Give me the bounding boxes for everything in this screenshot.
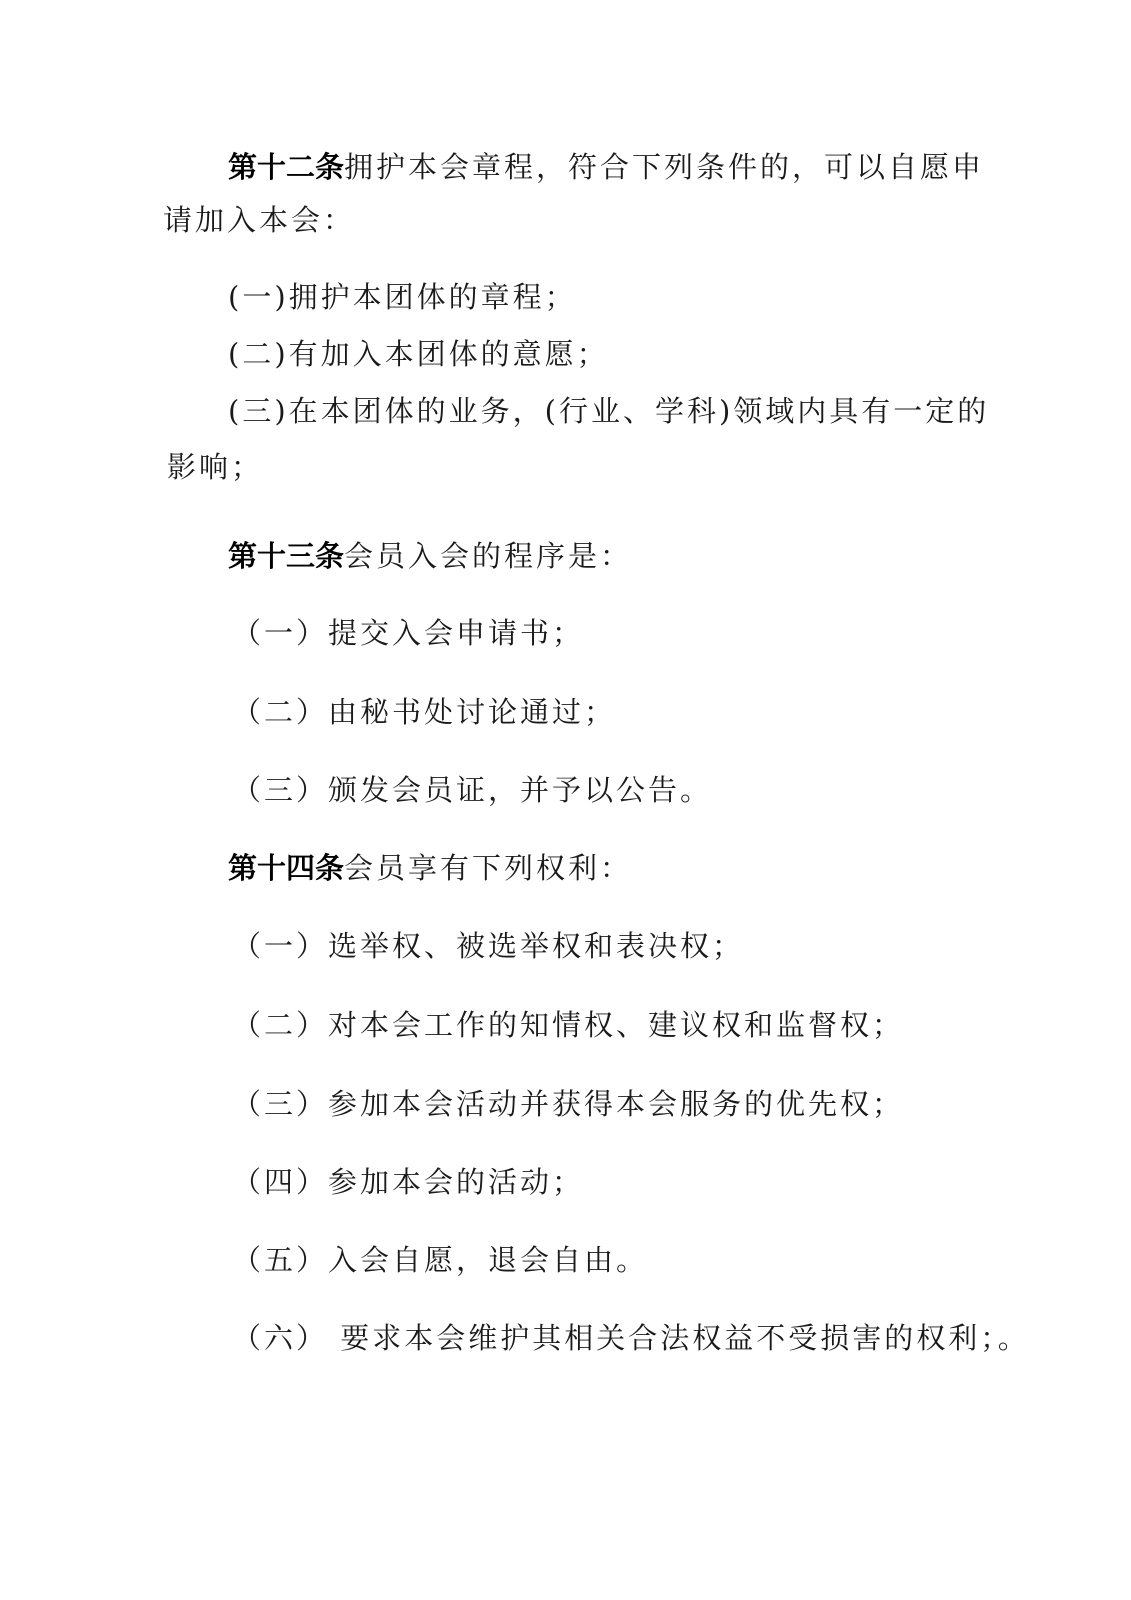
article-12-item-3: (三)在本团体的业务，(行业、学科)领域内具有一定的 — [228, 394, 990, 428]
article-13-item-1: （一）提交入会申请书； — [232, 616, 585, 650]
article-14-line — [228, 848, 632, 888]
article-14-intro: 会员享有下列权利： — [344, 851, 633, 885]
article-13-line — [228, 536, 632, 576]
article-14-item-6: （六） 要求本会维护其相关合法权益不受损害的权利；。 — [232, 1321, 1030, 1355]
article-14-item-5: （五）入会自愿，退会自由。 — [232, 1243, 649, 1277]
article-13-intro: 会员入会的程序是： — [344, 539, 633, 573]
article-12-intro-cont: 请加入本会： — [163, 203, 356, 237]
article-12-line1 — [228, 147, 984, 187]
article-13-item-2: （二）由秘书处讨论通过； — [232, 695, 617, 729]
article-13-item-3: （三）颁发会员证，并予以公告。 — [232, 773, 713, 807]
article-12-intro: 拥护本会章程，符合下列条件的，可以自愿申 — [344, 150, 985, 184]
article-12-item-1: (一)拥护本团体的章程； — [228, 280, 577, 314]
article-12-item-2: (二)有加入本团体的意愿； — [228, 337, 609, 371]
article-13-heading: 第十三条 — [228, 539, 345, 573]
article-14-item-3: （三）参加本会活动并获得本会服务的优先权； — [232, 1087, 905, 1121]
article-14-heading: 第十四条 — [228, 851, 345, 885]
article-14-item-1: （一）选举权、被选举权和表决权； — [232, 929, 745, 963]
article-12-heading: 第十二条 — [228, 150, 345, 184]
article-12-item-3-cont: 影响； — [167, 450, 264, 484]
article-14-item-2: （二）对本会工作的知情权、建议权和监督权； — [232, 1008, 905, 1042]
article-14-item-4: （四）参加本会的活动； — [232, 1165, 585, 1199]
